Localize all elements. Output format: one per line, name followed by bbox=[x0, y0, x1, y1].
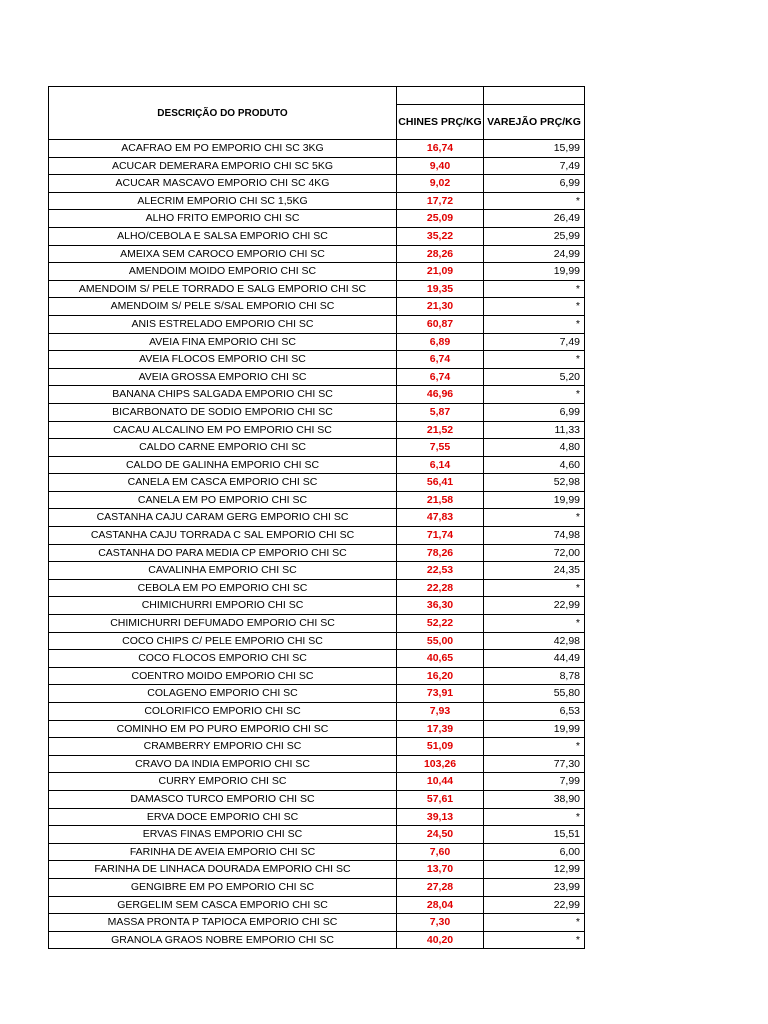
varejo-price: 6,99 bbox=[484, 175, 585, 193]
table-row bbox=[49, 333, 585, 351]
chines-price: 39,13 bbox=[397, 808, 484, 826]
varejo-price: 7,49 bbox=[484, 333, 585, 351]
table-row bbox=[49, 562, 585, 580]
varejo-price: 6,00 bbox=[484, 843, 585, 861]
table-row bbox=[49, 931, 585, 949]
table-row bbox=[49, 843, 585, 861]
table-row bbox=[49, 826, 585, 844]
varejo-price: 26,49 bbox=[484, 210, 585, 228]
table-row bbox=[49, 315, 585, 333]
product-description: CRAVO DA INDIA EMPORIO CHI SC bbox=[49, 755, 397, 773]
chines-price: 51,09 bbox=[397, 738, 484, 756]
chines-price: 16,74 bbox=[397, 140, 484, 158]
chines-price: 9,02 bbox=[397, 175, 484, 193]
varejo-price: * bbox=[484, 315, 585, 333]
product-description: ANIS ESTRELADO EMPORIO CHI SC bbox=[49, 315, 397, 333]
table-row bbox=[49, 632, 585, 650]
table-row bbox=[49, 615, 585, 633]
varejo-price: * bbox=[484, 298, 585, 316]
table-row bbox=[49, 896, 585, 914]
table-row bbox=[49, 298, 585, 316]
table-row bbox=[49, 245, 585, 263]
table-row bbox=[49, 914, 585, 932]
varejo-price: * bbox=[484, 931, 585, 949]
product-description: CALDO CARNE EMPORIO CHI SC bbox=[49, 439, 397, 457]
table-row bbox=[49, 491, 585, 509]
varejo-price: 55,80 bbox=[484, 685, 585, 703]
varejo-price: 22,99 bbox=[484, 896, 585, 914]
product-description: CAVALINHA EMPORIO CHI SC bbox=[49, 562, 397, 580]
varejo-price: 4,80 bbox=[484, 439, 585, 457]
header-chines-price: CHINES PRÇ/KG bbox=[397, 105, 484, 140]
chines-price: 35,22 bbox=[397, 227, 484, 245]
table-row bbox=[49, 368, 585, 386]
chines-price: 19,35 bbox=[397, 280, 484, 298]
chines-price: 47,83 bbox=[397, 509, 484, 527]
table-row bbox=[49, 527, 585, 545]
varejo-price: 74,98 bbox=[484, 527, 585, 545]
table-row bbox=[49, 386, 585, 404]
chines-price: 7,93 bbox=[397, 703, 484, 721]
varejo-price: 25,99 bbox=[484, 227, 585, 245]
table-row bbox=[49, 790, 585, 808]
product-description: ALECRIM EMPORIO CHI SC 1,5KG bbox=[49, 192, 397, 210]
table-row bbox=[49, 720, 585, 738]
product-description: AMENDOIM S/ PELE TORRADO E SALG EMPORIO CHI SC bbox=[49, 280, 397, 298]
table-row bbox=[49, 263, 585, 281]
varejo-price: * bbox=[484, 386, 585, 404]
table-row bbox=[49, 650, 585, 668]
varejo-price: * bbox=[484, 351, 585, 369]
varejo-price: * bbox=[484, 738, 585, 756]
table-row bbox=[49, 509, 585, 527]
product-description: CASTANHA DO PARA MEDIA CP EMPORIO CHI SC bbox=[49, 544, 397, 562]
product-description: CALDO DE GALINHA EMPORIO CHI SC bbox=[49, 456, 397, 474]
table-row bbox=[49, 667, 585, 685]
table-row bbox=[49, 474, 585, 492]
product-description: ALHO FRITO EMPORIO CHI SC bbox=[49, 210, 397, 228]
product-description: FARINHA DE AVEIA EMPORIO CHI SC bbox=[49, 843, 397, 861]
chines-price: 21,30 bbox=[397, 298, 484, 316]
header-spacer-varejo bbox=[484, 87, 585, 105]
chines-price: 17,72 bbox=[397, 192, 484, 210]
table-row bbox=[49, 685, 585, 703]
table-row bbox=[49, 157, 585, 175]
table-row bbox=[49, 280, 585, 298]
chines-price: 24,50 bbox=[397, 826, 484, 844]
varejo-price: 38,90 bbox=[484, 790, 585, 808]
varejo-price: 11,33 bbox=[484, 421, 585, 439]
table-row bbox=[49, 808, 585, 826]
table-row bbox=[49, 175, 585, 193]
table-row bbox=[49, 579, 585, 597]
varejo-price: 52,98 bbox=[484, 474, 585, 492]
product-description: CASTANHA CAJU TORRADA C SAL EMPORIO CHI SC bbox=[49, 527, 397, 545]
product-description: MASSA PRONTA P TAPIOCA EMPORIO CHI SC bbox=[49, 914, 397, 932]
chines-price: 40,20 bbox=[397, 931, 484, 949]
product-description: CACAU ALCALINO EM PO EMPORIO CHI SC bbox=[49, 421, 397, 439]
chines-price: 17,39 bbox=[397, 720, 484, 738]
varejo-price: 77,30 bbox=[484, 755, 585, 773]
table-row bbox=[49, 773, 585, 791]
chines-price: 56,41 bbox=[397, 474, 484, 492]
varejo-price: 7,99 bbox=[484, 773, 585, 791]
table-row bbox=[49, 421, 585, 439]
product-description: COCO CHIPS C/ PELE EMPORIO CHI SC bbox=[49, 632, 397, 650]
header-row-top bbox=[49, 87, 585, 105]
chines-price: 78,26 bbox=[397, 544, 484, 562]
product-description: ERVAS FINAS EMPORIO CHI SC bbox=[49, 826, 397, 844]
table-row bbox=[49, 403, 585, 421]
varejo-price: 24,35 bbox=[484, 562, 585, 580]
product-description: AMEIXA SEM CAROCO EMPORIO CHI SC bbox=[49, 245, 397, 263]
varejo-price: 5,20 bbox=[484, 368, 585, 386]
header-spacer-chines bbox=[397, 87, 484, 105]
varejo-price: 42,98 bbox=[484, 632, 585, 650]
product-description: ALHO/CEBOLA E SALSA EMPORIO CHI SC bbox=[49, 227, 397, 245]
product-description: ERVA DOCE EMPORIO CHI SC bbox=[49, 808, 397, 826]
varejo-price: 19,99 bbox=[484, 263, 585, 281]
chines-price: 28,26 bbox=[397, 245, 484, 263]
chines-price: 10,44 bbox=[397, 773, 484, 791]
table-row bbox=[49, 439, 585, 457]
chines-price: 16,20 bbox=[397, 667, 484, 685]
product-description: AMENDOIM S/ PELE S/SAL EMPORIO CHI SC bbox=[49, 298, 397, 316]
chines-price: 22,28 bbox=[397, 579, 484, 597]
table-body bbox=[49, 140, 585, 949]
header-varejo-price: VAREJÃO PRÇ/KG bbox=[484, 105, 585, 140]
chines-price: 28,04 bbox=[397, 896, 484, 914]
product-description: BANANA CHIPS SALGADA EMPORIO CHI SC bbox=[49, 386, 397, 404]
table-row bbox=[49, 755, 585, 773]
varejo-price: * bbox=[484, 808, 585, 826]
chines-price: 21,58 bbox=[397, 491, 484, 509]
chines-price: 21,52 bbox=[397, 421, 484, 439]
chines-price: 22,53 bbox=[397, 562, 484, 580]
product-description: CHIMICHURRI EMPORIO CHI SC bbox=[49, 597, 397, 615]
table-row bbox=[49, 738, 585, 756]
product-description: ACUCAR DEMERARA EMPORIO CHI SC 5KG bbox=[49, 157, 397, 175]
varejo-price: * bbox=[484, 615, 585, 633]
product-description: BICARBONATO DE SODIO EMPORIO CHI SC bbox=[49, 403, 397, 421]
product-description: AMENDOIM MOIDO EMPORIO CHI SC bbox=[49, 263, 397, 281]
chines-price: 5,87 bbox=[397, 403, 484, 421]
varejo-price: 72,00 bbox=[484, 544, 585, 562]
table-row bbox=[49, 227, 585, 245]
product-description: COCO FLOCOS EMPORIO CHI SC bbox=[49, 650, 397, 668]
chines-price: 6,89 bbox=[397, 333, 484, 351]
varejo-price: 19,99 bbox=[484, 491, 585, 509]
price-table bbox=[48, 86, 585, 949]
table-row bbox=[49, 140, 585, 158]
table-row bbox=[49, 703, 585, 721]
table-row bbox=[49, 878, 585, 896]
varejo-price: 23,99 bbox=[484, 878, 585, 896]
chines-price: 9,40 bbox=[397, 157, 484, 175]
product-description: CURRY EMPORIO CHI SC bbox=[49, 773, 397, 791]
varejo-price: 15,51 bbox=[484, 826, 585, 844]
product-description: CASTANHA CAJU CARAM GERG EMPORIO CHI SC bbox=[49, 509, 397, 527]
product-description: COMINHO EM PO PURO EMPORIO CHI SC bbox=[49, 720, 397, 738]
chines-price: 103,26 bbox=[397, 755, 484, 773]
chines-price: 71,74 bbox=[397, 527, 484, 545]
product-description: COENTRO MOIDO EMPORIO CHI SC bbox=[49, 667, 397, 685]
varejo-price: 22,99 bbox=[484, 597, 585, 615]
product-description: CRAMBERRY EMPORIO CHI SC bbox=[49, 738, 397, 756]
chines-price: 7,30 bbox=[397, 914, 484, 932]
product-description: GRANOLA GRAOS NOBRE EMPORIO CHI SC bbox=[49, 931, 397, 949]
product-description: DAMASCO TURCO EMPORIO CHI SC bbox=[49, 790, 397, 808]
varejo-price: 24,99 bbox=[484, 245, 585, 263]
product-description: CANELA EM PO EMPORIO CHI SC bbox=[49, 491, 397, 509]
varejo-price: * bbox=[484, 579, 585, 597]
table-row bbox=[49, 861, 585, 879]
varejo-price: * bbox=[484, 509, 585, 527]
varejo-price: * bbox=[484, 280, 585, 298]
varejo-price: 8,78 bbox=[484, 667, 585, 685]
chines-price: 52,22 bbox=[397, 615, 484, 633]
varejo-price: 44,49 bbox=[484, 650, 585, 668]
chines-price: 7,55 bbox=[397, 439, 484, 457]
product-description: GENGIBRE EM PO EMPORIO CHI SC bbox=[49, 878, 397, 896]
table-row bbox=[49, 456, 585, 474]
varejo-price: 6,99 bbox=[484, 403, 585, 421]
product-description: CHIMICHURRI DEFUMADO EMPORIO CHI SC bbox=[49, 615, 397, 633]
chines-price: 6,74 bbox=[397, 368, 484, 386]
varejo-price: 4,60 bbox=[484, 456, 585, 474]
varejo-price: 19,99 bbox=[484, 720, 585, 738]
chines-price: 36,30 bbox=[397, 597, 484, 615]
product-description: AVEIA FINA EMPORIO CHI SC bbox=[49, 333, 397, 351]
chines-price: 13,70 bbox=[397, 861, 484, 879]
varejo-price: 12,99 bbox=[484, 861, 585, 879]
table-row bbox=[49, 351, 585, 369]
product-description: AVEIA GROSSA EMPORIO CHI SC bbox=[49, 368, 397, 386]
chines-price: 6,74 bbox=[397, 351, 484, 369]
varejo-price: 15,99 bbox=[484, 140, 585, 158]
varejo-price: * bbox=[484, 914, 585, 932]
chines-price: 7,60 bbox=[397, 843, 484, 861]
product-description: GERGELIM SEM CASCA EMPORIO CHI SC bbox=[49, 896, 397, 914]
varejo-price: 6,53 bbox=[484, 703, 585, 721]
chines-price: 40,65 bbox=[397, 650, 484, 668]
chines-price: 73,91 bbox=[397, 685, 484, 703]
table-row bbox=[49, 210, 585, 228]
chines-price: 25,09 bbox=[397, 210, 484, 228]
chines-price: 21,09 bbox=[397, 263, 484, 281]
product-description: ACUCAR MASCAVO EMPORIO CHI SC 4KG bbox=[49, 175, 397, 193]
table-row bbox=[49, 597, 585, 615]
table-row bbox=[49, 544, 585, 562]
product-description: COLAGENO EMPORIO CHI SC bbox=[49, 685, 397, 703]
product-description: CEBOLA EM PO EMPORIO CHI SC bbox=[49, 579, 397, 597]
varejo-price: * bbox=[484, 192, 585, 210]
product-description: COLORIFICO EMPORIO CHI SC bbox=[49, 703, 397, 721]
varejo-price: 7,49 bbox=[484, 157, 585, 175]
chines-price: 27,28 bbox=[397, 878, 484, 896]
product-description: ACAFRAO EM PO EMPORIO CHI SC 3KG bbox=[49, 140, 397, 158]
product-description: AVEIA FLOCOS EMPORIO CHI SC bbox=[49, 351, 397, 369]
chines-price: 6,14 bbox=[397, 456, 484, 474]
product-description: CANELA EM CASCA EMPORIO CHI SC bbox=[49, 474, 397, 492]
chines-price: 55,00 bbox=[397, 632, 484, 650]
chines-price: 46,96 bbox=[397, 386, 484, 404]
table-row bbox=[49, 192, 585, 210]
product-description: FARINHA DE LINHACA DOURADA EMPORIO CHI SC bbox=[49, 861, 397, 879]
header-description: DESCRIÇÃO DO PRODUTO bbox=[49, 87, 397, 140]
chines-price: 57,61 bbox=[397, 790, 484, 808]
chines-price: 60,87 bbox=[397, 315, 484, 333]
